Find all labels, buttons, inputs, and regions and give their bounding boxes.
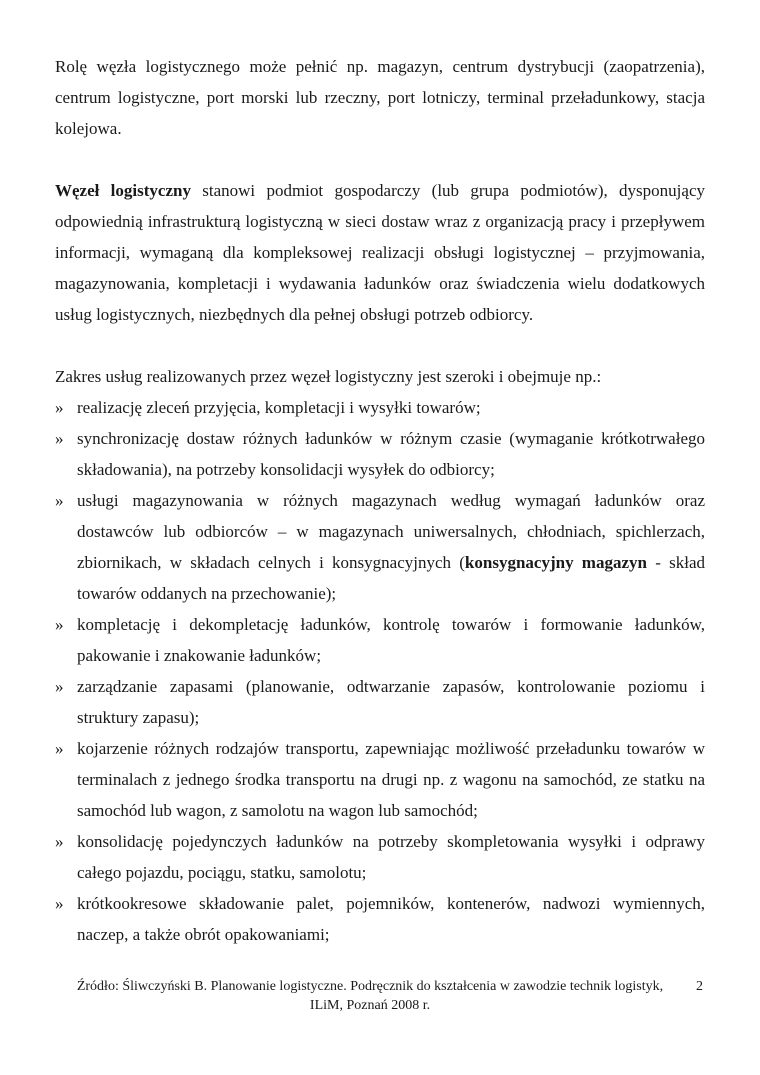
page-number: 2 <box>696 979 703 994</box>
paragraph-logistics-node-roles: Rolę węzła logistycznego może pełnić np. magazyn, centrum dystrybucji (zaopatrzenia), centrum logistyczne, port morski lub rzeczny, port lotniczy, terminal przeładunkowy, stacja kolejowa. <box>55 57 705 138</box>
list-item <box>55 485 705 609</box>
bullet-glyph: » <box>55 894 64 913</box>
term-logistics-node: Węzeł logistyczny <box>55 181 191 200</box>
paragraph-logistics-node-definition <box>55 175 705 330</box>
list-item <box>55 733 705 826</box>
definition-text: stanowi podmiot gospodarczy (lub grupa podmiotów), dysponujący odpowiednią infrastrukturą logistyczną w sieci dostaw wraz z organizacją pracy i przepływem informacji, wymaganą dla kompleksowej realizacji obsługi logistycznej – przyjmowania, magazynowania, kompletacji i wydawania ładunków oraz świadczenia wielu dodatkowych usług logistycznych, niezbędnych dla pełnej obsługi potrzeb odbiorcy. <box>55 181 705 324</box>
list-item-text: zarządzanie zapasami (planowanie, odtwarzanie zapasów, kontrolowanie poziomu i struktury zapasu); <box>77 677 705 727</box>
page-content <box>55 51 705 950</box>
list-item-text: - skład towarów oddanych na przechowanie); <box>77 553 705 603</box>
footer-source-citation: Źródło: Śliwczyński B. Planowanie logistyczne. Podręcznik do kształcenia w zawodzie technik logistyk, ILiM, Poznań 2008 r. <box>76 979 664 1013</box>
bullet-glyph: » <box>55 832 64 851</box>
bullet-glyph: » <box>55 739 64 758</box>
list-item-text: kojarzenie różnych rodzajów transportu, zapewniając możliwość przeładunku towarów w terminalach z jednego środka transportu na drugi np. z wagonu na samochód, ze statku na samochód lub wagon, z samolotu na wagon lub samochód; <box>77 739 705 820</box>
bullet-glyph: » <box>55 491 64 510</box>
list-item-text: synchronizację dostaw różnych ładunków w różnym czasie (wymaganie krótkotrwałego składowania), na potrzeby konsolidacji wysyłek do odbiorcy; <box>77 429 705 479</box>
list-item <box>55 392 705 423</box>
services-list <box>55 392 705 950</box>
bullet-glyph: » <box>55 429 64 448</box>
list-item-text: realizację zleceń przyjęcia, kompletacji i wysyłki towarów; <box>77 398 481 417</box>
list-item <box>55 609 705 671</box>
term-consignment-warehouse: konsygnacyjny magazyn <box>464 553 647 572</box>
list-item <box>55 826 705 888</box>
list-item <box>55 888 705 950</box>
list-intro: Zakres usług realizowanych przez węzeł logistyczny jest szeroki i obejmuje np.: <box>55 367 602 386</box>
bullet-glyph: » <box>55 677 64 696</box>
list-item-text: krótkookresowe składowanie palet, pojemników, kontenerów, nadwozi wymiennych, naczep, a także obrót opakowaniami; <box>77 894 705 944</box>
bullet-glyph: » <box>55 398 64 417</box>
list-item-text: konsolidację pojedynczych ładunków na potrzeby skompletowania wysyłki i odprawy całego pojazdu, pociągu, statku, samolotu; <box>77 832 705 882</box>
list-item <box>55 671 705 733</box>
bullet-glyph: » <box>55 615 64 634</box>
list-item <box>55 423 705 485</box>
list-item-text: kompletację i dekompletację ładunków, kontrolę towarów i formowanie ładunków, pakowanie i znakowanie ładunków; <box>77 615 705 665</box>
list-item-text: usługi magazynowania w różnych magazynach według wymagań ładunków oraz dostawców lub odbiorców – w magazynach uniwersalnych, chłodniach, spichlerzach, zbiornikach, w składach celnych i konsygnacyjnych ( <box>77 491 705 572</box>
